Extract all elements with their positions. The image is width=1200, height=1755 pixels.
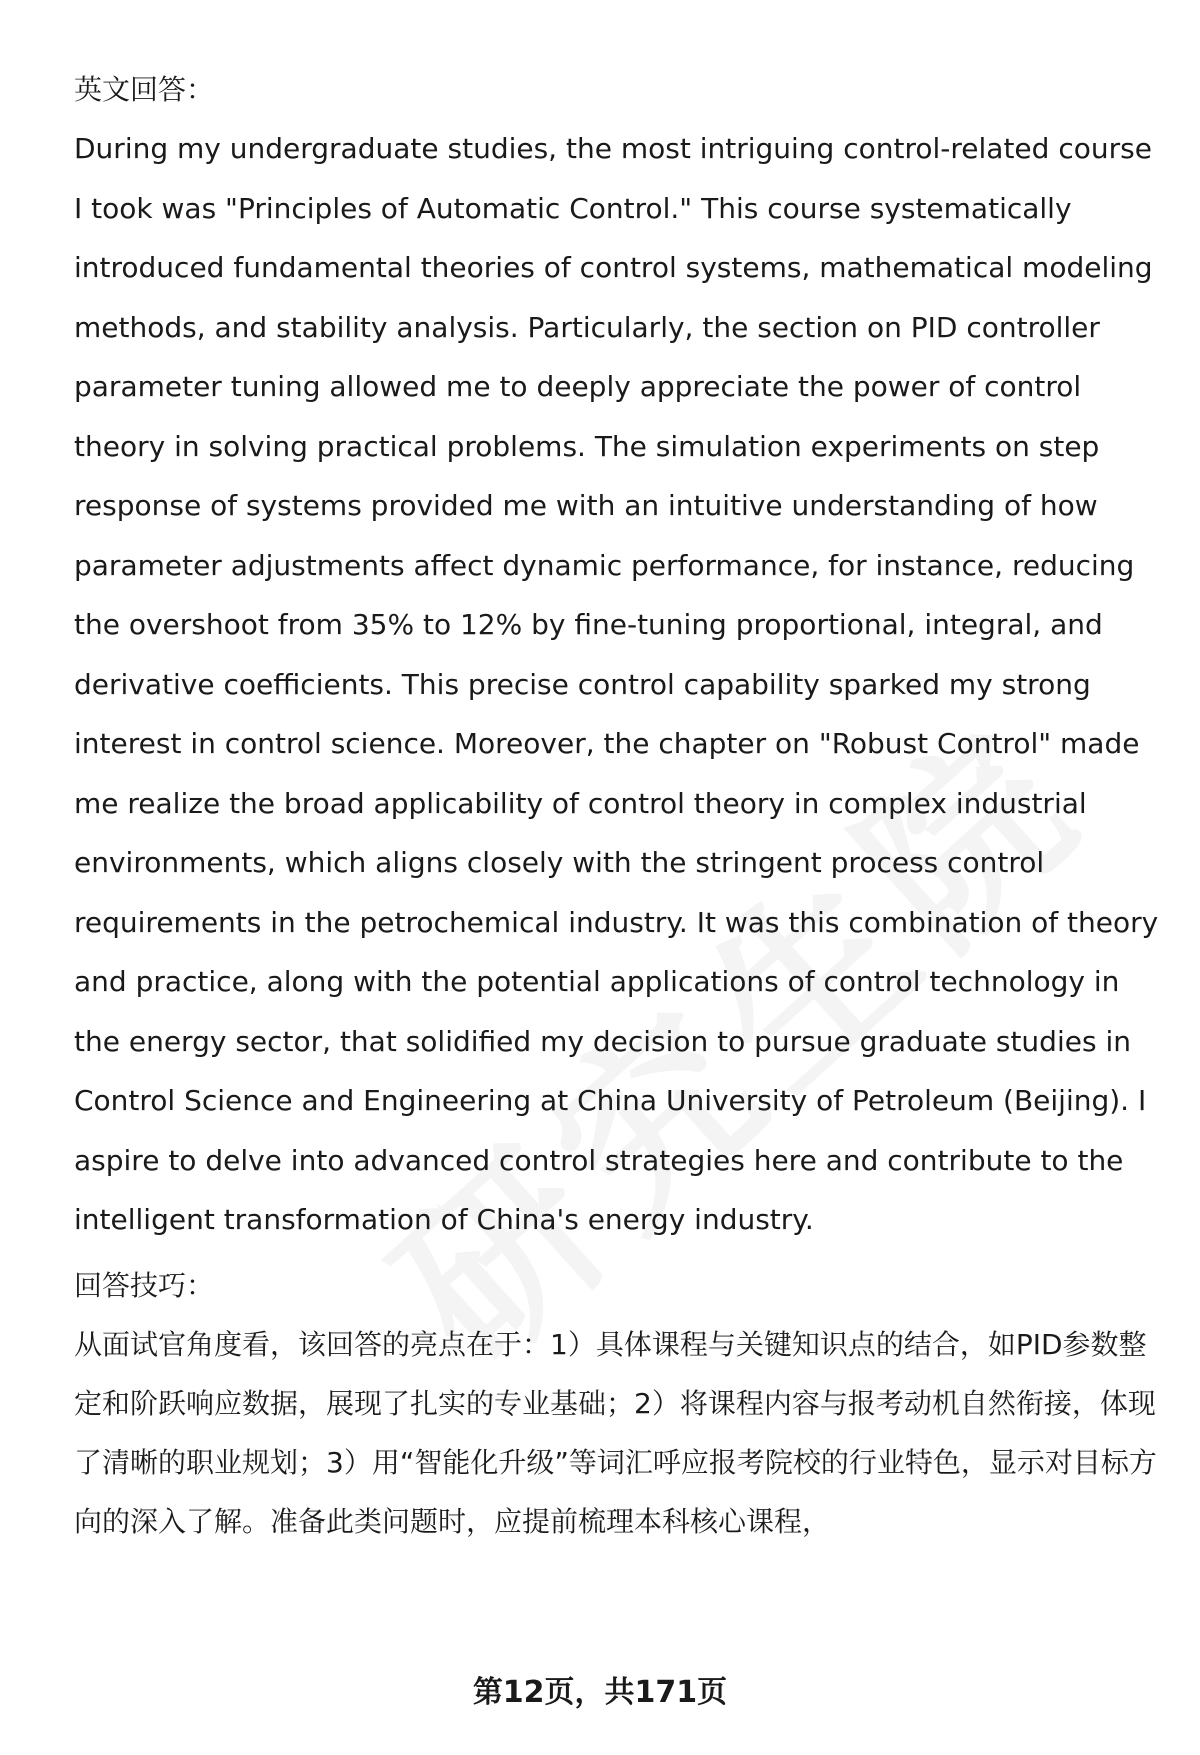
tips-paragraph: 从面试官角度看，该回答的亮点在于：1）具体课程与关键知识点的结合，如PID参数整定和阶跃响应数据，展现了扎实的专业基础；2）将课程内容与报考动机自然衔接，体现了清晰的职业规划；3）用“智能化升级”等词汇呼应报考院校的行业特色，显示对目标方向的深入了解。准备此类问题时，应提前梳理本科核心课程， — [74, 1327, 1157, 1538]
english-answer-paragraph: During my undergraduate studies, the most intriguing control-related course I took was "Principles of Automatic Control." This course systematically introduced fundamental theories of control systems, mathematical modeling methods, and stability analysis. Particularly, the section on PID controller parameter tuning allowed me to deeply appreciate the power of control theory in solving practical problems. The simulation experiments on step response of systems provided me with an intuitive understanding of how parameter adjustments affect dynamic performance, for instance, reducing the overshoot from 35% to 12% by fine-tuning proportional, integral, and derivative coefficients. This precise control capability sparked my strong interest in control science. Moreover, the chapter on "Robust Control" made me realize the broad applicability of control theory in complex industrial environments, which aligns closely with the stringent process control requirements in the petrochemical industry. It was this combination of theory and practice, along with the potential applications of control technology in the energy sector, that solidified my decision to pursue graduate studies in Control Science and Engineering at China University of Petroleum (Beijing). I aspire to delve into advanced control strategies here and contribute to the intelligent transformation of China's energy industry. — [74, 132, 1159, 1236]
page-content — [74, 60, 1159, 1551]
english-answer-heading: 英文回答： — [74, 73, 215, 106]
page-number: 第12页，共171页 — [472, 1675, 728, 1710]
tips-heading: 回答技巧： — [74, 1268, 215, 1302]
